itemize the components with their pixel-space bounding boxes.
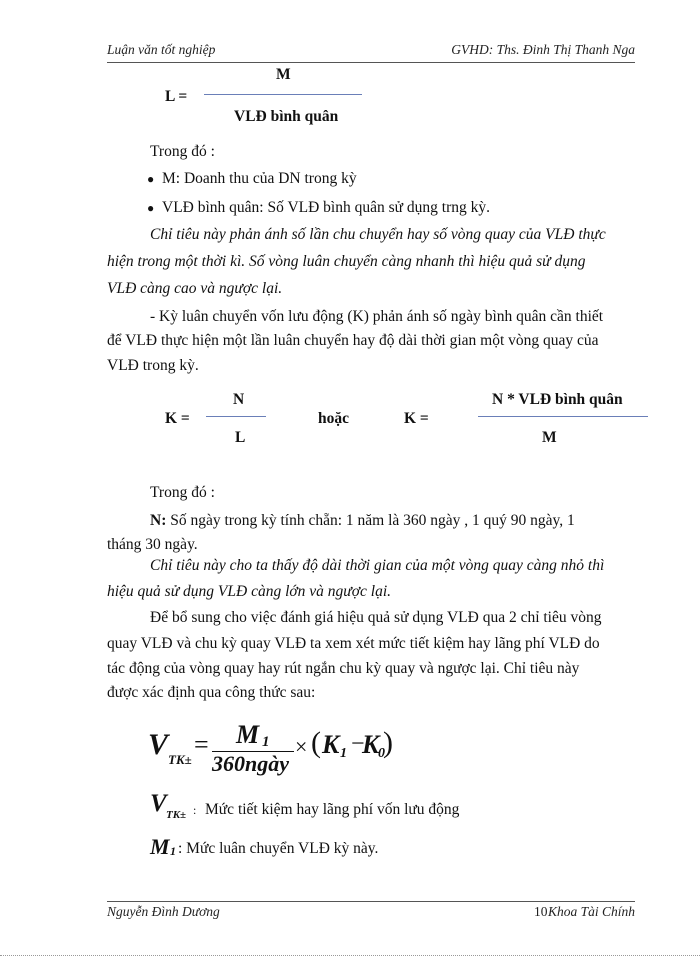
formula-v-times: × <box>295 734 308 759</box>
page-break-divider <box>0 955 700 956</box>
formula-v-k0: K <box>362 730 380 759</box>
para3-line2: hiệu quả sử dụng VLĐ càng lớn và ngược lại. <box>107 583 392 600</box>
bullet-text-1: M: Doanh thu của DN trong kỳ <box>162 170 357 187</box>
formula-k-num-1: N <box>233 391 245 408</box>
formula-v-num-sub: 1 <box>262 734 270 750</box>
para2-line1: - Kỳ luân chuyển vốn lưu động (K) phản ánh số ngày bình quân cần thiết <box>150 308 604 325</box>
bullet-icon: ● <box>147 172 155 186</box>
n-text: Số ngày trong kỳ tính chẵn: 1 năm là 360 ngày , 1 quý 90 ngày, 1 <box>166 512 575 529</box>
para4-line4: được xác định qua công thức sau: <box>107 684 316 701</box>
def-m-subscript: 1 <box>170 844 176 858</box>
formula-l-fraction-bar <box>204 94 362 95</box>
footer-page-number: 10 <box>534 904 548 919</box>
para3-line1: Chỉ tiêu này cho ta thấy độ dài thời gian của một vòng quay càng nhỏ thì <box>150 557 605 574</box>
formula-k-lhs-2: K = <box>404 410 429 427</box>
header-rule <box>107 62 635 63</box>
bullet-item-1 <box>147 170 357 188</box>
formula-v-k0-sub: 0 <box>378 746 385 761</box>
formula-l-lhs: L = <box>165 88 188 105</box>
bullet-item-2 <box>147 199 490 217</box>
para2-line2: để VLĐ thực hiện một lần luân chuyển hay độ dài thời gian một vòng quay của <box>107 332 599 349</box>
formula-k-den-1: L <box>235 429 246 446</box>
formula-k-num-2: N * VLĐ bình quân <box>492 391 623 408</box>
n-label: N: <box>150 512 167 529</box>
n-definition-line1 <box>150 512 575 530</box>
where-title-1: Trong đó : <box>150 143 215 160</box>
para1-line3: VLĐ càng cao và ngược lại. <box>107 280 283 297</box>
para2-line3: VLĐ trong kỳ. <box>107 357 199 374</box>
def-v-colon: : <box>193 803 197 817</box>
formula-l-denominator: VLĐ bình quân <box>234 108 339 125</box>
n-definition-line2: tháng 30 ngày. <box>107 536 198 553</box>
para4-line2: quay VLĐ và chu kỳ quay VLĐ ta xem xét mức tiết kiệm hay lãng phí VLĐ do <box>107 635 600 652</box>
formula-v-k1-sub: 1 <box>340 746 347 761</box>
para1-line1: Chỉ tiêu này phản ánh số lần chu chuyển hay số vòng quay của VLĐ thực <box>150 226 606 243</box>
para4-line1: Để bổ sung cho việc đánh giá hiệu quả sử dụng VLĐ qua 2 chỉ tiêu vòng <box>150 609 602 626</box>
formula-k-bar-1 <box>206 416 266 417</box>
para1-line2: hiện trong một thời kì. Số vòng luân chuyển càng nhanh thì hiệu quả sử dụng <box>107 253 586 270</box>
formula-k-bar-2 <box>478 416 648 417</box>
formula-v-symbol: V <box>148 728 169 761</box>
def-m-text: : Mức luân chuyển VLĐ kỳ này. <box>178 840 379 857</box>
formula-l-numerator: M <box>276 66 291 83</box>
bullet-text-2: VLĐ bình quân: Số VLĐ bình quân sử dụng trng kỳ. <box>162 199 491 216</box>
formula-k-or: hoặc <box>318 410 349 427</box>
def-v-text: Mức tiết kiệm hay lãng phí vốn lưu động <box>205 801 460 818</box>
formula-v-k1: K <box>322 730 340 759</box>
bullet-icon: ● <box>147 201 155 215</box>
formula-v-rparen: ) <box>383 726 393 759</box>
footer-right: Khoa Tài Chính <box>548 904 636 919</box>
formula-k-lhs-1: K = <box>165 410 190 427</box>
formula-v-equals: = <box>194 730 209 759</box>
footer-left: Nguyễn Đình Dương <box>107 904 220 919</box>
def-v-symbol: V <box>150 790 167 817</box>
formula-v-minus: − <box>351 731 365 757</box>
header-right: GVHD: Ths. Đinh Thị Thanh Nga <box>451 42 635 57</box>
formula-v-num-m: M <box>236 720 260 749</box>
header-left: Luận văn tốt nghiệp <box>107 42 216 57</box>
formula-v-lparen: ( <box>311 726 321 759</box>
formula-k-den-2: M <box>542 429 557 446</box>
formula-v-den: 360ngày <box>212 751 289 776</box>
formula-v-subscript: TK± <box>168 752 192 767</box>
def-m-symbol: M <box>150 834 170 859</box>
footer-rule <box>107 901 635 902</box>
para4-line3: tác động của vòng quay hay rút ngắn chu kỳ quay và ngược lại. Chỉ tiêu này <box>107 660 580 677</box>
where-title-2: Trong đó : <box>150 484 215 501</box>
def-v-subscript: TK± <box>166 809 187 821</box>
